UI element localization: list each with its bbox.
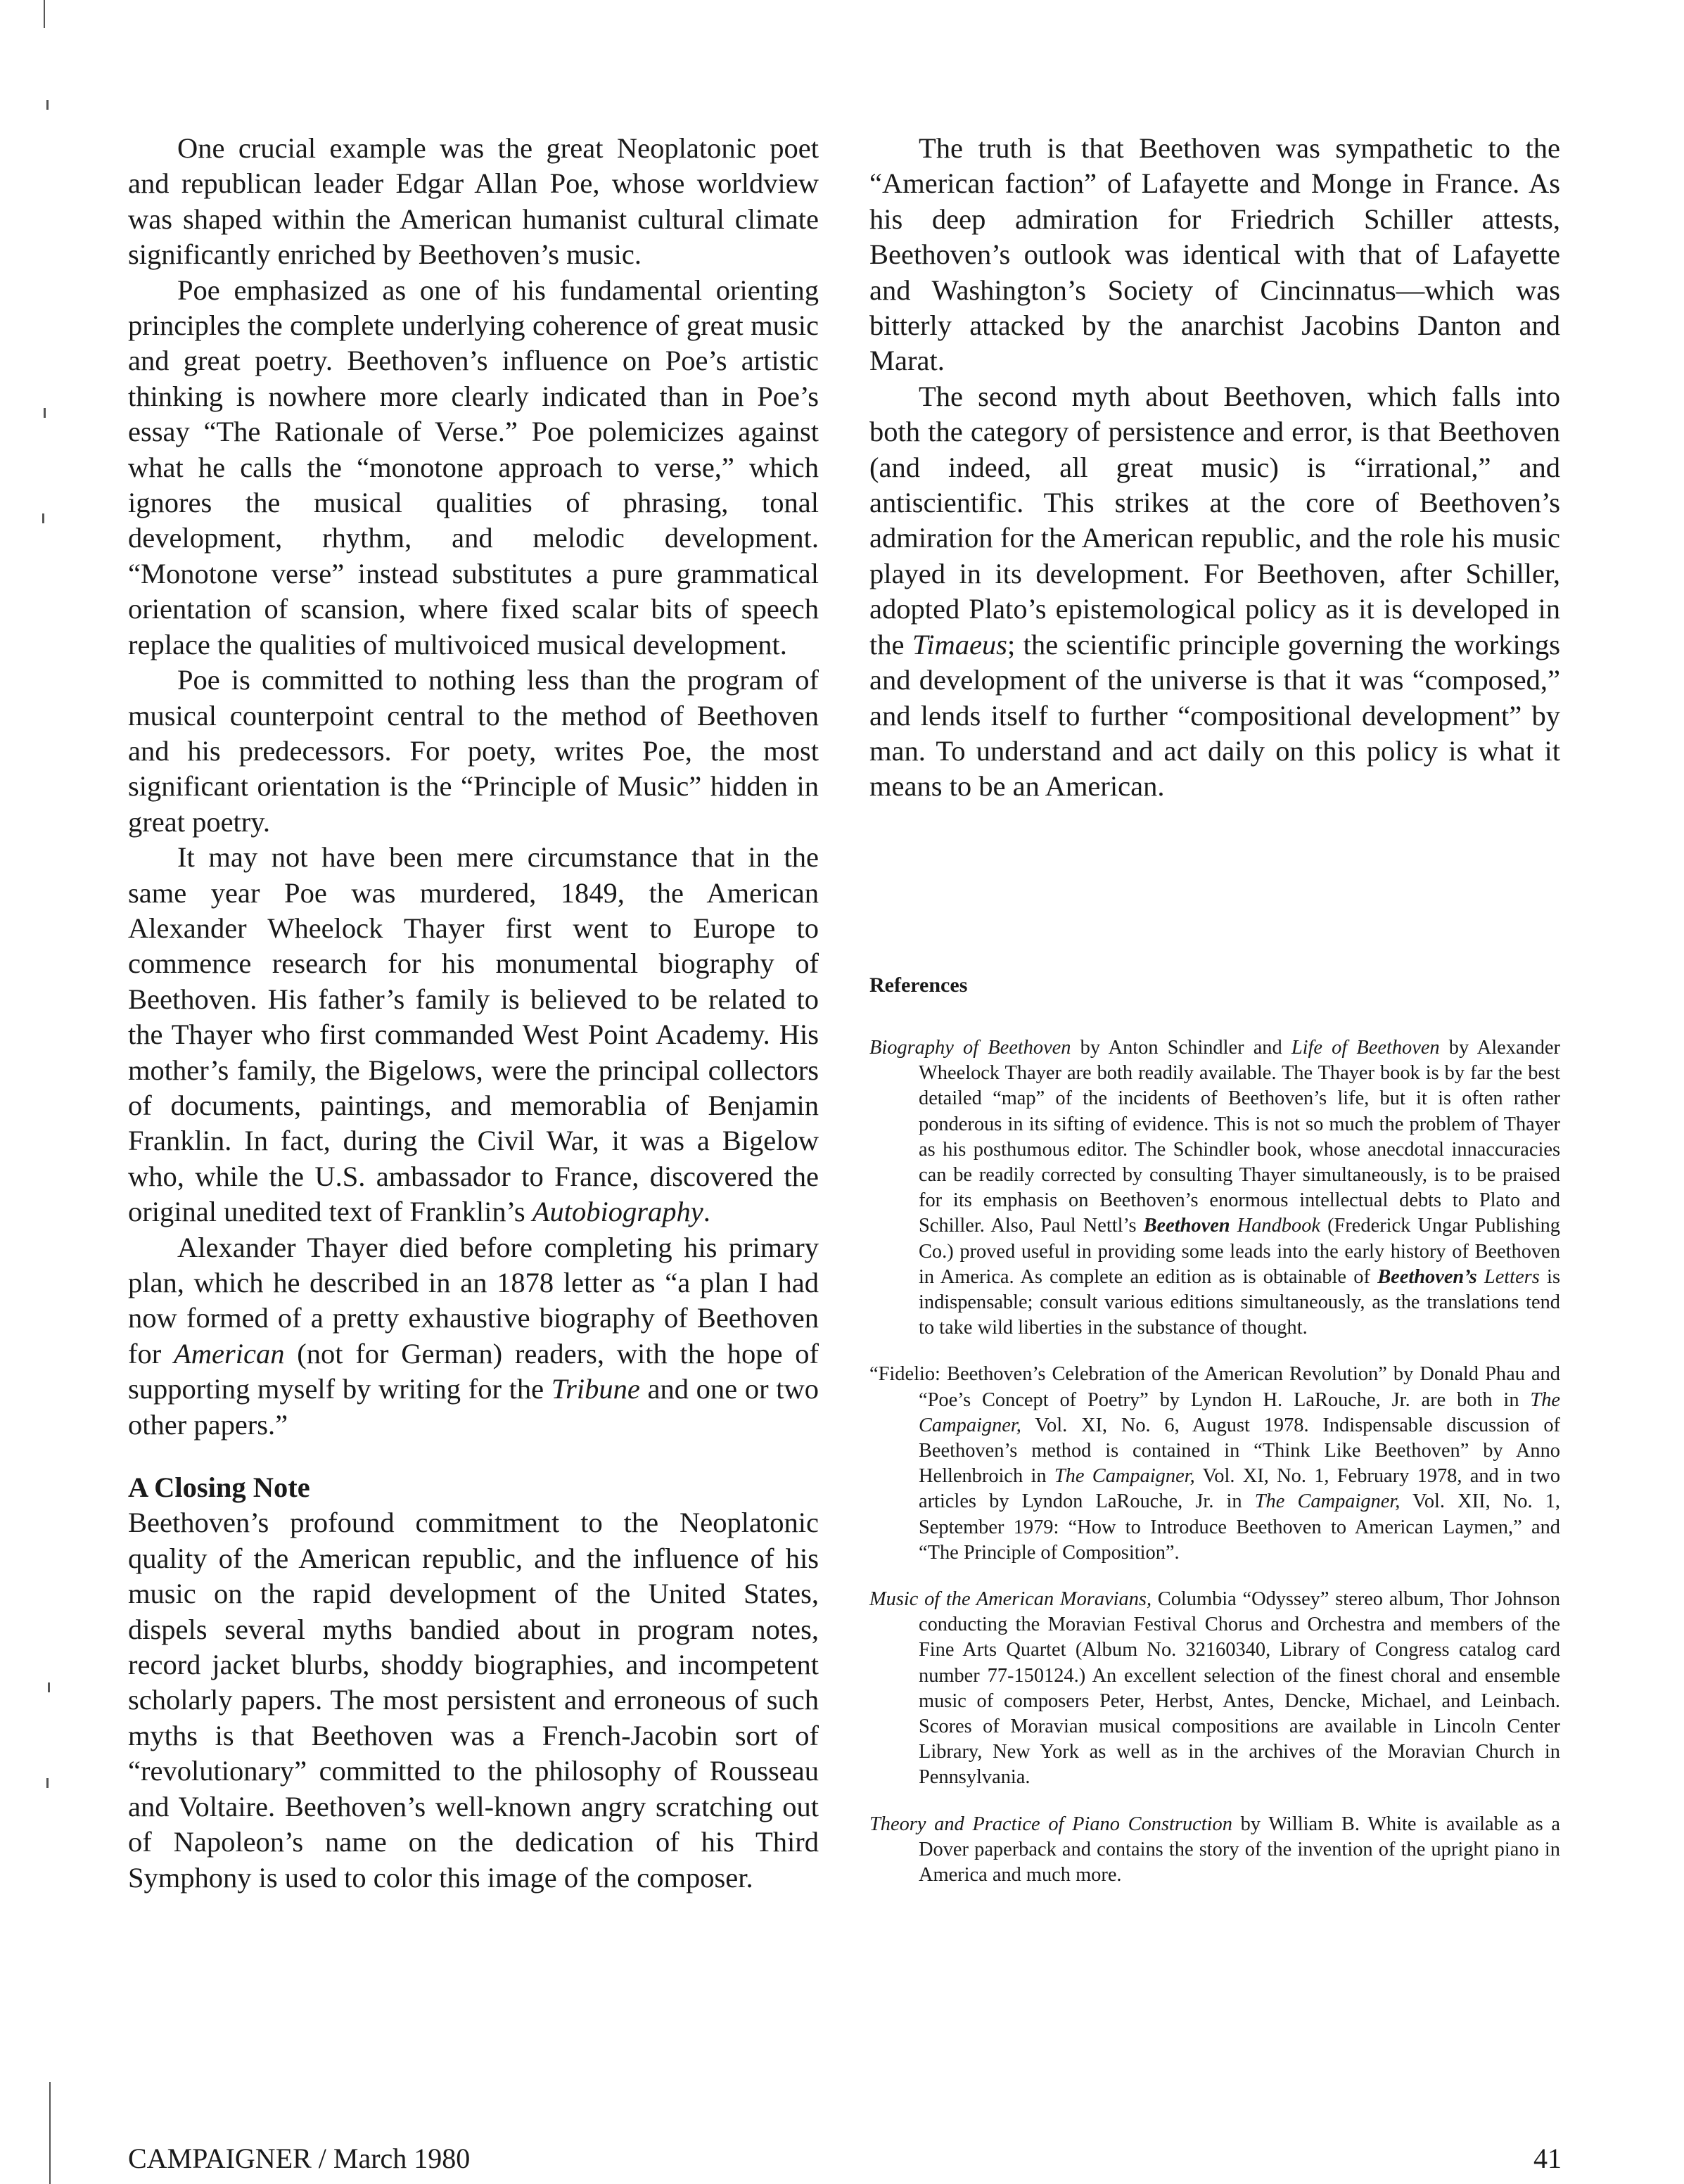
text-run: by Anton Schindler and [1071, 1037, 1291, 1059]
section-heading: A Closing Note [128, 1471, 310, 1504]
reference-entry [869, 1362, 1560, 1566]
paragraph: The truth is that Beethoven was sympathetic to the “American faction” of Lafayette and Monge in France. As his deep admiration for Friedrich Schiller attests, Beethoven’s outlook was identical with that of Lafayette and Washington’s Society of Cincinnatus—which was bitterly attacked by the anarchist Jacobins Danton and Marat. [869, 132, 1560, 377]
scan-edge-mark [49, 2082, 51, 2184]
text-run: is indispensable; consult various editions simultaneously, as the translations tend to take wild liberties in the substance of thought. [919, 1265, 1560, 1339]
text-run: (not for German) readers, with the hope of supporting myself by writing for the [128, 1337, 819, 1405]
paragraph: Poe emphasized as one of his fundamental orienting principles the complete underlying coherence of great music and great poetry. Beethoven’s influence on Poe’s artistic thinking is nowhere more clearly indicated than in Poe’s essay “The Rationale of Verse.” Poe polemicizes against what he calls the “monotone approach to verse,” which ignores the musical qualities of phrasing, tonal development, rhythm, and melodic development. “Monotone verse” instead substitutes a pure grammatical orientation of scansion, where fixed scalar bits of speech replace the qualities of multivoiced musical development. [128, 274, 819, 660]
italic-title: Handbook [1237, 1215, 1320, 1237]
bold-italic-title: Beethoven’s [1377, 1265, 1477, 1288]
text-run: “Fidelio: Beethoven’s Celebration of the American Revolution” by Donald Phau and “Poe’s Concept of Poetry” by Lyndon H. LaRouche, Jr. are both in [869, 1363, 1560, 1411]
text-run: Vol. XII, No. 1, September 1979: “How to Introduce Beethoven to American Laymen,” and “The Principle of Composition”. [919, 1490, 1561, 1564]
text-run: and one or two other papers.” [128, 1373, 819, 1441]
italic-title: Tribune [551, 1373, 640, 1405]
paragraph: Poe is committed to nothing less than the program of musical counterpoint central to the method of Beethoven and his predecessors. For poety, writes Poe, the most significant orientation is the “Principle of Music” hidden in great poetry. [128, 664, 819, 838]
paragraph [128, 840, 819, 1230]
text-run: Alexander Thayer died before completing his primary plan, which he described in an 1878 letter as “a plan I had now formed of a pretty exhaustive biography of Beethoven for [128, 1231, 819, 1369]
reference-entry [869, 1812, 1560, 1889]
italic-title: The Campaigner, [1254, 1490, 1401, 1513]
bold-italic-title: Beethoven [1143, 1215, 1230, 1237]
scan-speck [46, 1778, 49, 1788]
text-run: ; the scientific principle governing the workings and development of the universe is that it was “composed,” and lends itself to further “compositional development” by man. To understand and act daily on this policy is what it means to be an American. [869, 628, 1560, 803]
italic-word: American [174, 1337, 285, 1369]
text-run [1230, 1215, 1237, 1237]
paragraph: Beethoven’s profound commitment to the Neoplatonic quality of the American republic, and the influence of his music on the rapid development of the United States, dispels several myths bandied about in program notes, record jacket blurbs, shoddy biographies, and incompetent scholarly papers. The most persistent and erroneous of such myths is that Beethoven was a French-Jacobin sort of “revolutionary” committed to the philosophy of Rousseau and Voltaire. Beethoven’s well-known angry scratching out of Napoleon’s name on the dedication of his Third Symphony is used to color this image of the composer. [128, 1507, 819, 1894]
references-list [869, 1035, 1560, 1909]
scan-speck [44, 408, 46, 418]
page-number: 41 [1533, 2143, 1562, 2174]
scan-speck [42, 513, 44, 523]
text-run: Vol. XI, No. 1, February 1978, and in two articles by Lyndon LaRouche, Jr. in [919, 1465, 1561, 1513]
italic-title: Letters [1484, 1265, 1540, 1288]
text-run: Columbia “Odyssey” stereo album, Thor Johnson conducting the Moravian Festival Chorus and Orchestra and members of the Fine Arts Quartet (Album No. 32160340, Library of Congress catalog card number 77-150124.) An excellent selection of the finest choral and ensemble music of composers Peter, Herbst, Antes, Dencke, Michael, and Leinbach. Scores of Moravian musical compositions are available in Lincoln Center Library, New York as well as in the archives of the Moravian Church in Pennsylvania. [919, 1588, 1560, 1789]
scan-speck [48, 1682, 50, 1692]
italic-title: Theory and Practice of Piano Construction [869, 1813, 1232, 1835]
text-run: The second myth about Beethoven, which falls into both the category of persistence and error, is that Beethoven (and indeed, all great music) is “irrational,” and antiscientific. This strikes at the core of Beethoven’s admiration for the American republic, and the role his music played in its development. For Beethoven, after Schiller, adopted Plato’s epistemological policy as it is developed in the [869, 380, 1560, 660]
italic-title: The Campaigner, [1054, 1465, 1195, 1488]
text-run: by Alexander Wheelock Thayer are both readily available. The Thayer book is by far the best detailed “map” of the incidents of Beethoven’s life, but it is often rather ponderous in its sifting of evidence. This is not so much the problem of Thayer as his posthumous editor. The Schindler book, whose anecdotal innaccuracies can be readily corrected by consulting Thayer simultaneously, is to be praised for its emphasis on Beethoven’s enormous intellectual debts to Plato and Schiller. Also, Paul Nettl’s [919, 1037, 1560, 1237]
scan-edge-mark [44, 0, 45, 28]
footer-publication: CAMPAIGNER / March 1980 [128, 2143, 471, 2174]
italic-title: Autobiography [532, 1196, 703, 1228]
italic-title: Music of the American Moravians, [869, 1588, 1152, 1611]
left-column [128, 131, 819, 1896]
text-run: It may not have been mere circumstance that in the same year Poe was murdered, 1849, the American Alexander Wheelock Thayer first went to Europe to commence research for his monumental biography of Beethoven. His father’s family is believed to be related to the Thayer who first commanded West Point Academy. His mother’s family, the Bigelows, were the principal collectors of documents, paintings, and memorablia of Benjamin Franklin. In fact, during the Civil War, it was a Bigelow who, while the U.S. ambassador to France, discovered the original unedited text of Franklin’s [128, 841, 819, 1228]
italic-title: Timaeus [912, 628, 1007, 660]
paragraph: One crucial example was the great Neoplatonic poet and republican leader Edgar Allan Poe, whose worldview was shaped within the American humanist cultural climate significantly enriched by Beethoven’s music. [128, 132, 819, 271]
italic-title: Life of Beethoven [1291, 1037, 1440, 1059]
scan-speck [46, 100, 49, 110]
reference-entry [869, 1035, 1560, 1341]
paragraph [869, 379, 1560, 805]
text-run: . [703, 1196, 710, 1228]
text-run: (Frederick Ungar Publishing Co.) proved useful in providing some leads into the early history of Beethoven in America. As complete an edition as is obtainable of [919, 1215, 1560, 1288]
italic-title: Biography of Beethoven [869, 1037, 1071, 1059]
text-run: Vol. XI, No. 6, August 1978. Indispensable discussion of Beethoven’s method is contained in “Think Like Beethoven” by Anno Hellenbroich in [919, 1414, 1560, 1488]
paragraph [128, 1230, 819, 1443]
italic-title: The Campaigner, [919, 1388, 1560, 1436]
text-run [1477, 1266, 1484, 1288]
text-run: by William B. White is available as a Dover paperback and contains the story of the invention of the upright piano in America and much more. [919, 1813, 1561, 1886]
right-column [869, 131, 1560, 805]
reference-entry [869, 1587, 1560, 1791]
references-heading: References [869, 973, 968, 997]
